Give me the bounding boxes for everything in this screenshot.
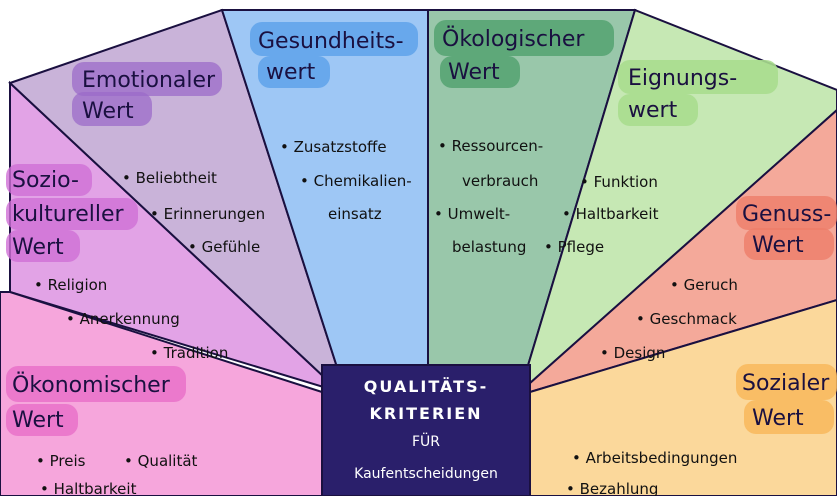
sozial-title: Sozialer <box>742 371 830 396</box>
gesundheit-item: einsatz <box>328 205 382 223</box>
oekologisch-title-2: Wert <box>448 60 500 85</box>
sozial-item: • Arbeitsbedingungen <box>572 449 738 467</box>
gesundheit-item: • Zusatzstoffe <box>280 138 387 156</box>
center-title-line4: Kaufentscheidungen <box>354 466 498 482</box>
emotional-title: Emotionaler <box>82 68 216 93</box>
soziokulturell-item: • Religion <box>34 276 108 294</box>
soziokulturell-title: Sozio- <box>12 168 79 193</box>
genuss-item: • Geschmack <box>636 310 737 328</box>
oekologisch-item: • Umwelt- <box>434 205 511 223</box>
oekologisch-title: Ökologischer <box>442 27 585 52</box>
soziokulturell-title-2: kultureller <box>12 202 124 227</box>
oekonomisch-title-2: Wert <box>12 408 64 433</box>
genuss-item: • Geruch <box>670 276 738 294</box>
oekologisch-item: belastung <box>452 238 527 256</box>
emotional-title-2: Wert <box>82 99 134 124</box>
emotional-item: • Beliebtheit <box>122 169 217 187</box>
oekonomisch-item: • Preis <box>36 452 86 470</box>
emotional-item: • Erinnerungen <box>150 205 266 223</box>
gesundheit-title: Gesundheits- <box>258 29 404 54</box>
eignung-item: • Haltbarkeit <box>562 205 659 223</box>
center-title-line2: KRITERIEN <box>369 404 483 423</box>
eignung-title: Eignungs- <box>628 66 738 91</box>
center-title-line1: QUALITÄTS- <box>363 377 489 396</box>
soziokulturell-item: • Tradition <box>150 344 229 362</box>
soziokulturell-item: • Anerkennung <box>66 310 180 328</box>
genuss-title: Genuss- <box>742 202 832 227</box>
sozial-item: • Bezahlung <box>566 480 659 496</box>
gesundheit-item: • Chemikalien- <box>300 172 412 190</box>
eignung-item: • Pflege <box>544 238 605 256</box>
center-title-line3: FÜR <box>411 434 441 450</box>
oekonomisch-title: Ökonomischer <box>12 373 170 398</box>
oekonomisch-item: • Qualität <box>124 452 198 470</box>
gesundheit-title-2: wert <box>266 60 316 85</box>
sozial-title-2: Wert <box>752 406 804 431</box>
genuss-item: • Design <box>600 344 666 362</box>
emotional-item: • Gefühle <box>188 238 261 256</box>
eignung-item: • Funktion <box>580 173 658 191</box>
genuss-title-2: Wert <box>752 233 804 258</box>
oekologisch-item: • Ressourcen- <box>438 137 544 155</box>
eignung-title-2: wert <box>628 98 678 123</box>
soziokulturell-title-3: Wert <box>12 235 64 260</box>
oekonomisch-item: • Haltbarkeit <box>40 480 137 496</box>
oekologisch-item: verbrauch <box>462 172 539 190</box>
